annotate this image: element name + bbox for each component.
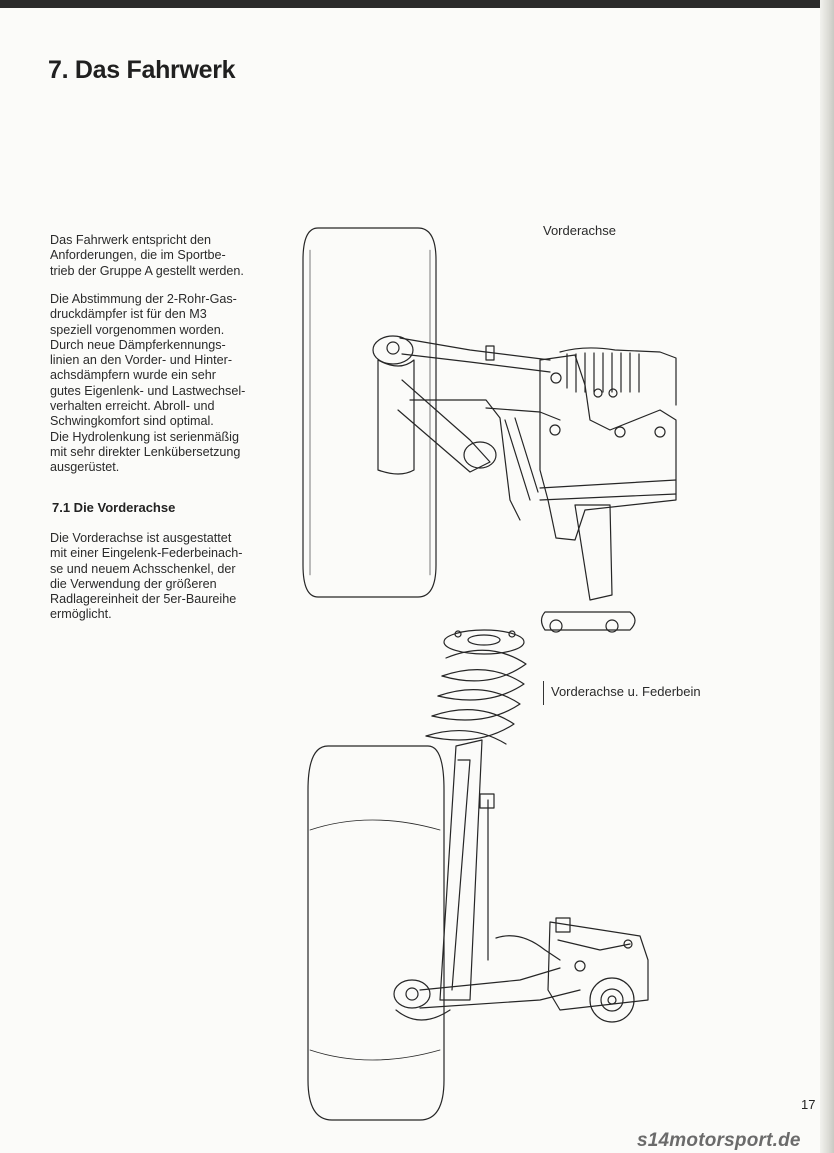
caption-marker-line — [543, 681, 544, 705]
caption-front-axle-strut: Vorderachse u. Federbein — [551, 684, 701, 699]
front-axle-paragraph: Die Vorderachse ist ausgestattet mit einer Eingelenk-Federbeinach- se und neuem Achsschenkel, der die Verwendung der größeren Radlagereinheit der 5er-Baureihe ermöglicht. — [50, 531, 243, 622]
section-heading: 7.1 Die Vorderachse — [52, 500, 176, 515]
watermark-text: s14motorsport.de — [637, 1130, 801, 1151]
page-number: 17 — [801, 1097, 816, 1112]
intro-paragraph: Das Fahrwerk entspricht den Anforderungen, die im Sportbe- trieb der Gruppe A gestellt werden. — [50, 233, 244, 278]
page-title: 7. Das Fahrwerk — [48, 56, 236, 84]
caption-front-axle: Vorderachse — [543, 223, 616, 238]
damping-paragraph: Die Abstimmung der 2-Rohr-Gas- druckdämpfer ist für den M3 speziell vorgenommen worden. Durch neue Dämpferkennungs- linien an den Vorder- und Hinter- achsdämpfern wurde ein sehr gutes Eigenlenk- und Lastwechsel- verhalten erreicht. Abroll- und Schwingkomfort sind optimal. Die Hydrolenkung ist serienmäßig mit sehr direkter Lenkübersetzung ausgerüstet. — [50, 292, 246, 475]
